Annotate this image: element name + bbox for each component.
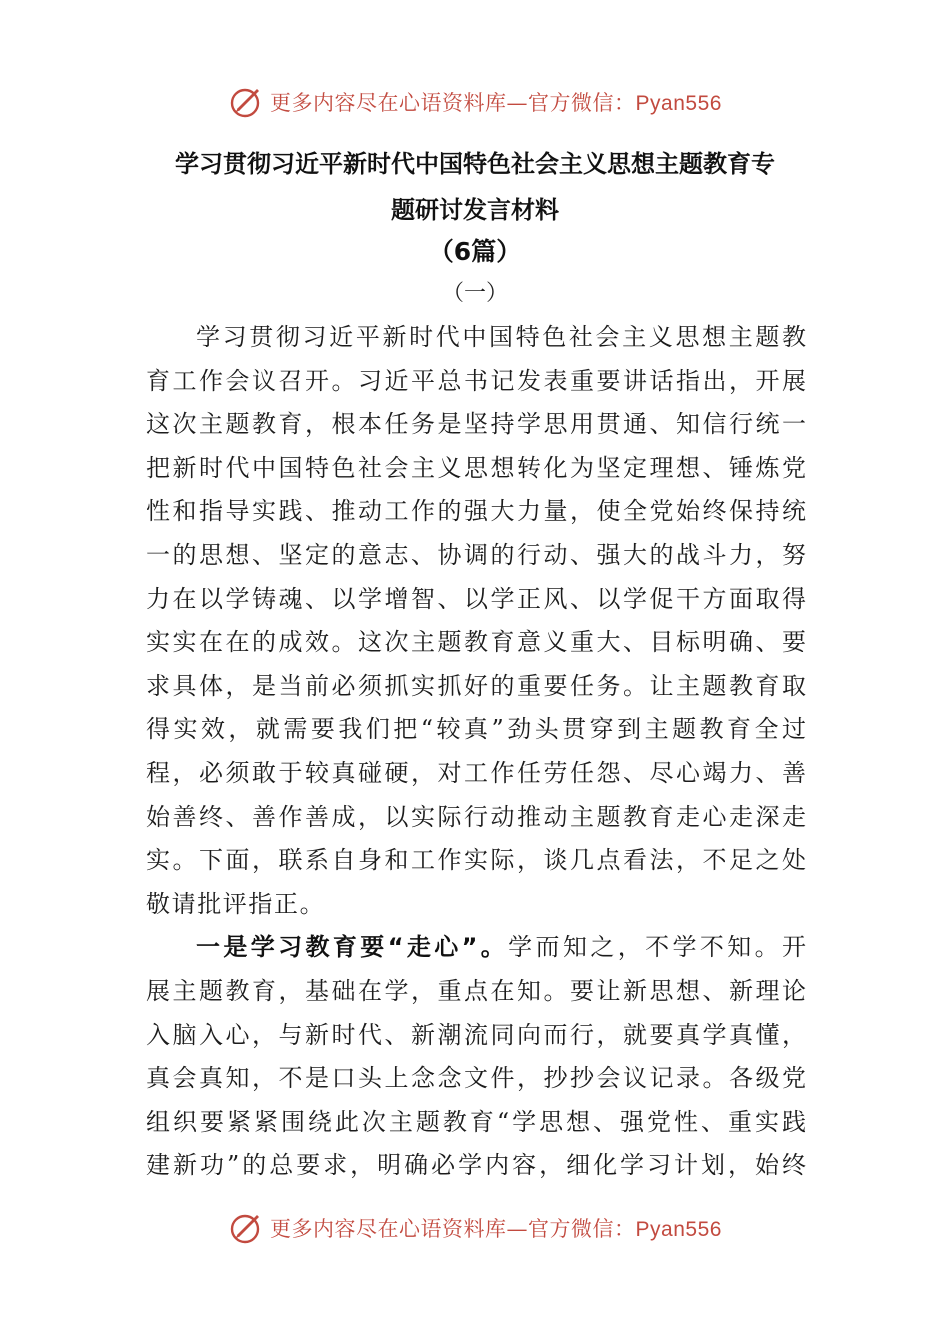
paragraph1-line: 力在以学铸魂、以学增智、以学正风、以学促干方面取得 <box>146 584 806 613</box>
watermark-text: 更多内容尽在心语资料库—官方微信：Pyan556 <box>270 91 722 115</box>
document-body <box>146 316 806 1188</box>
paragraph2-lead-rest: 学而知之，不学不知。开 <box>508 933 807 962</box>
paragraph1-line: 始善终、善作善成，以实际行动推动主题教育走心走深走 <box>146 802 806 831</box>
paragraph1-line: 性和指导实践、推动工作的强大力量，使全党始终保持统 <box>146 497 806 526</box>
paragraph1-line: 一的思想、坚定的意志、协调的行动、强大的战斗力，努 <box>146 540 806 569</box>
paragraph1-line: 求具体，是当前必须抓实抓好的重要任务。让主题教育取 <box>146 671 806 700</box>
paragraph2-line: 展主题教育，基础在学，重点在知。要让新思想、新理论 <box>146 976 806 1005</box>
paragraph2-line: 建新功”的总要求，明确必学内容，细化学习计划，始终 <box>146 1151 806 1180</box>
paragraph2-line: 入脑入心，与新时代、新潮流同向而行，就要真学真懂， <box>146 1020 806 1049</box>
paragraph1-line: 程，必须敢于较真碰硬，对工作任劳任怨、尽心竭力、善 <box>146 758 806 787</box>
watermark-wechat-id: Pyan556 <box>635 1218 722 1241</box>
section-number: （一） <box>441 281 508 306</box>
document-title-line2: 题研讨发言材料 <box>391 196 559 224</box>
paragraph1-line: 育工作会议召开。习近平总书记发表重要讲话指出，开展 <box>146 366 806 395</box>
paragraph1-line: 这次主题教育，根本任务是坚持学思用贯通、知信行统一 <box>146 410 806 439</box>
paragraph1-line: 实。下面，联系自身和工作实际，谈几点看法，不足之处 <box>146 846 806 875</box>
header-watermark <box>0 82 950 122</box>
watermark-text: 更多内容尽在心语资料库—官方微信：Pyan556 <box>270 1217 722 1241</box>
document-title-line1: 学习贯彻习近平新时代中国特色社会主义思想主题教育专 <box>175 150 775 178</box>
watermark-wechat-id: Pyan556 <box>635 92 722 115</box>
pen-circle-logo-icon <box>228 1210 264 1246</box>
footer-watermark <box>0 1208 950 1248</box>
paragraph2-line: 组织要紧紧围绕此次主题教育“学思想、强党性、重实践 <box>146 1107 806 1136</box>
paragraph1-line: 把新时代中国特色社会主义思想转化为坚定理想、锤炼党 <box>146 453 806 482</box>
paragraph1-line: 实实在在的成效。这次主题教育意义重大、目标明确、要 <box>146 628 806 657</box>
paragraph2-lead-line <box>146 926 806 970</box>
paragraph1-line: 学习贯彻习近平新时代中国特色社会主义思想主题教 <box>196 323 806 351</box>
paragraph1-line: 得实效，就需要我们把“较真”劲头贯穿到主题教育全过 <box>146 715 806 744</box>
pen-circle-logo-icon <box>228 84 264 120</box>
paragraph2-line: 真会真知，不是口头上念念文件，抄抄会议记录。各级党 <box>146 1064 806 1093</box>
paragraph2-lead-bold: 一是学习教育要“走心”。 <box>196 933 509 962</box>
document-title-count: （6篇） <box>428 237 522 266</box>
paragraph1-line: 敬请批评指正。 <box>146 889 326 918</box>
